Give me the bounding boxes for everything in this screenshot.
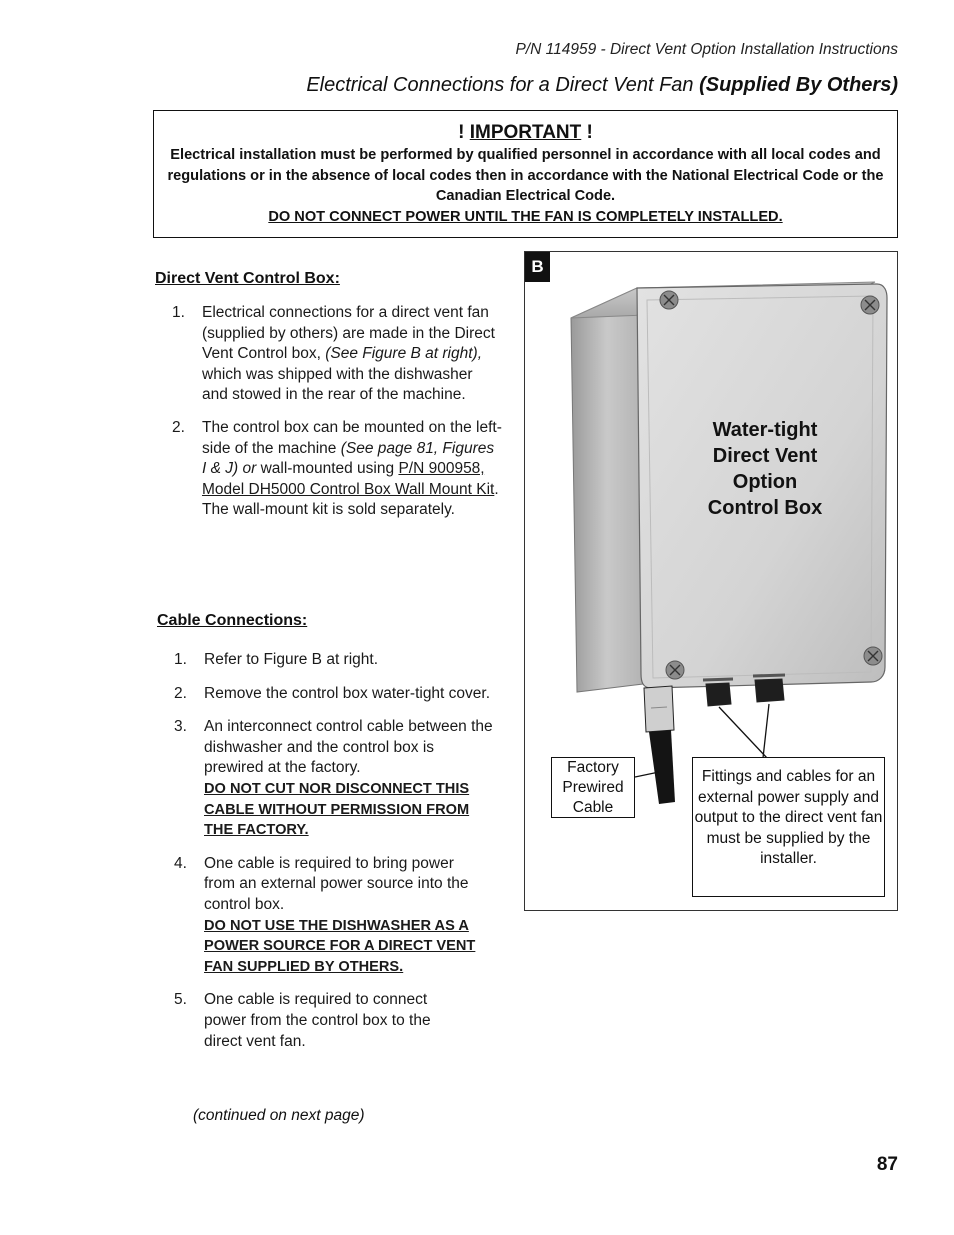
list-item: [172, 418, 502, 521]
list-item: [174, 854, 514, 978]
list-number: 3.: [174, 718, 187, 736]
control-box-heading: Direct Vent Control Box:: [155, 270, 340, 287]
important-prefix: !: [458, 122, 470, 143]
control-box-label: Water-tight Direct Vent Option Control Box: [707, 419, 823, 519]
cable-warning: DO NOT CUT NOR DISCONNECT THIS CABLE WITHOUT PERMISSION FROM THE FACTORY.: [204, 780, 470, 839]
list-text: An interconnect control cable between the dishwasher and the control box is prewired at the factory.: [204, 718, 493, 777]
list-text: Electrical connections for a direct vent fan (supplied by others) are made in the Direct Vent Control box,: [202, 304, 495, 363]
control-box-list: [172, 303, 502, 521]
list-number: 4.: [174, 854, 187, 872]
list-text: wall-mounted using: [256, 460, 399, 478]
cable-connections-list: [174, 650, 514, 1052]
list-item: [174, 990, 514, 1052]
list-item: [174, 650, 514, 671]
section-title: [306, 74, 898, 97]
list-text: which was shipped with the dishwasher and stowed in the rear of the machine.: [202, 365, 473, 404]
document-part-number: P/N 114959 - Direct Vent Option Installation Instructions: [515, 41, 898, 58]
list-number: 5.: [174, 991, 187, 1009]
important-title: IMPORTANT: [469, 122, 582, 143]
list-item: [174, 684, 514, 705]
figure-b: [524, 251, 898, 911]
important-suffix: !: [581, 122, 593, 143]
list-number: 2.: [172, 418, 185, 436]
figure-label-b: B: [525, 252, 550, 282]
page-reference: (See page 81, Figures I & J) or: [202, 439, 495, 478]
list-item: [174, 717, 514, 841]
fittings-callout: Fittings and cables for an external power supply and output to the direct vent fan must be supplied by the installer.: [692, 757, 885, 897]
continued-note: (continued on next page): [193, 1107, 365, 1124]
important-body: Electrical installation must be performed by qualified personnel in accordance with all local codes and regulations or in the absence of local codes then in accordance with the National Electrical Code or the Canadian Electrical Code.: [167, 147, 884, 204]
list-text: The control box can be mounted on the left-side of the machine: [202, 418, 502, 457]
factory-cable-callout: Factory Prewired Cable: [551, 757, 635, 818]
list-number: 2.: [174, 684, 187, 702]
important-heading: [154, 121, 897, 145]
power-source-warning: DO NOT USE THE DISHWASHER AS A POWER SOURCE FOR A DIRECT VENT FAN SUPPLIED BY OTHERS.: [204, 917, 476, 975]
section-title-main: Electrical Connections for a Direct Vent Fan: [306, 74, 700, 96]
cable-connections-heading: Cable Connections:: [157, 612, 308, 629]
list-text: . The wall-mount kit is sold separately.: [202, 480, 499, 519]
section-title-bold: (Supplied By Others): [699, 74, 898, 96]
list-number: 1.: [174, 651, 187, 668]
list-number: 1.: [172, 304, 185, 321]
list-text: Remove the control box water-tight cover.: [204, 684, 491, 702]
page-number: 87: [876, 1154, 898, 1175]
important-notice-box: [153, 110, 898, 238]
wall-mount-kit-reference: P/N 900958, Model DH5000 Control Box Wall Mount Kit: [202, 460, 495, 498]
list-item: [172, 303, 502, 406]
list-text: One cable is required to connect power from the control box to the direct vent fan.: [204, 991, 431, 1050]
list-text: One cable is required to bring power from an external power source into the control box.: [204, 854, 469, 913]
important-warning: DO NOT CONNECT POWER UNTIL THE FAN IS COMPLETELY INSTALLED.: [268, 208, 783, 225]
list-text: Refer to Figure B at right.: [204, 651, 379, 668]
figure-reference: (See Figure B at right),: [325, 345, 483, 363]
